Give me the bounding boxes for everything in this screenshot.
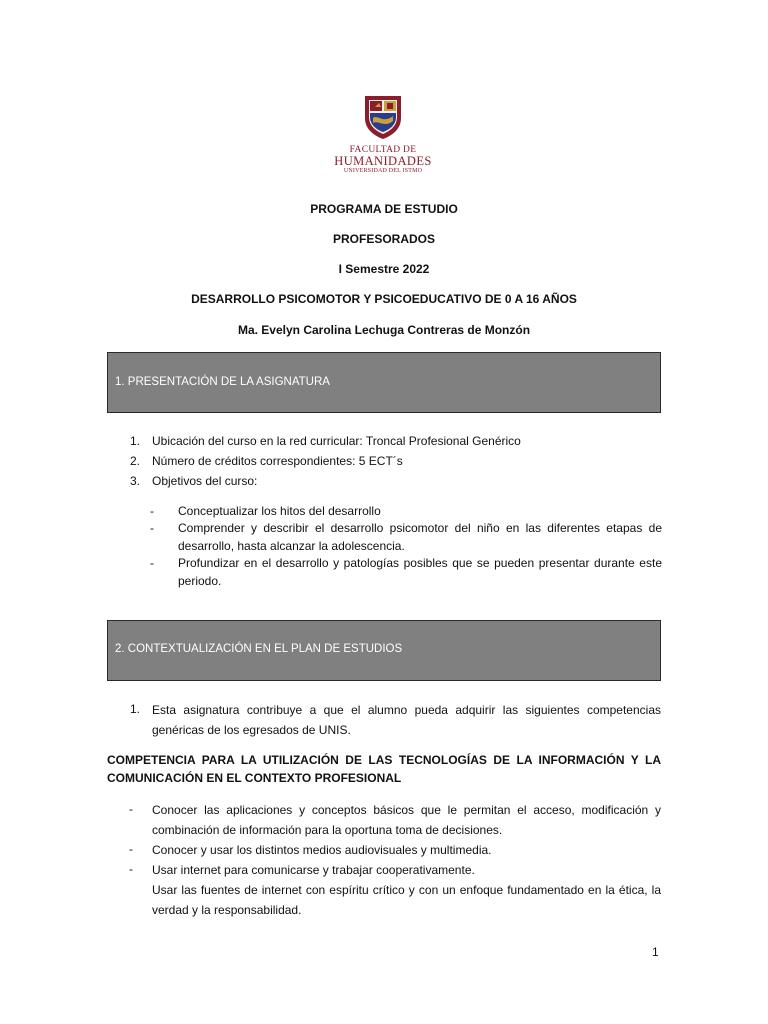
logo-line-1: FACULTAD DE <box>349 145 417 155</box>
competence-item <box>0 860 768 880</box>
competence-text: Conocer las aplicaciones y conceptos básicos que le permitan el acceso, modificación y combinación de información para la oportuna toma de decisiones. <box>152 803 661 837</box>
item-text: Número de créditos correspondientes: 5 ECT´s <box>152 454 403 468</box>
bullet-dash: - <box>150 521 154 535</box>
objective-text: Comprender y describir el desarrollo psicomotor del niño en las diferentes etapas de desarrollo, hasta alcanzar la adolescencia. <box>178 521 662 553</box>
competence-text: Conocer y usar los distintos medios audiovisuales y multimedia. <box>152 843 492 857</box>
bullet-dash: - <box>129 842 133 856</box>
list-item <box>0 452 768 470</box>
logo-line-3: UNIVERSIDAD DEL ISTMO <box>343 168 423 174</box>
page-number: 1 <box>652 945 659 959</box>
program-title: PROGRAMA DE ESTUDIO <box>310 202 458 216</box>
section-2-title: 2. CONTEXTUALIZACIÓN EN EL PLAN DE ESTUDIOS <box>115 643 403 655</box>
item-number: 3. <box>130 474 141 488</box>
objective-item <box>0 502 768 520</box>
section-2-header <box>107 620 661 681</box>
university-shield-icon <box>363 94 403 140</box>
semester-title: I Semestre 2022 <box>338 262 430 276</box>
item-number: 1. <box>130 702 141 716</box>
competence-title: COMPETENCIA PARA LA UTILIZACIÓN DE LAS TECNOLOGÍAS DE LA INFORMACIÓN Y LA COMUNICACIÓN EN EL CONTEXTO PROFESIONAL <box>107 753 661 785</box>
competence-item <box>0 800 768 840</box>
course-title: DESARROLLO PSICOMOTOR Y PSICOEDUCATIVO DE 0 A 16 AÑOS <box>191 292 577 306</box>
competence-text: Usar internet para comunicarse y trabajar cooperativamente. <box>152 863 475 877</box>
objective-text: Profundizar en el desarrollo y patologías posibles que se pueden presentar durante este periodo. <box>178 556 662 588</box>
item-number: 1. <box>130 434 141 448</box>
objective-text: Conceptualizar los hitos del desarrollo <box>178 504 381 518</box>
item-text: Esta asignatura contribuye a que el alumno pueda adquirir las siguientes competencias genéricas de los egresados de UNIS. <box>152 703 661 737</box>
bullet-dash: - <box>150 556 154 570</box>
teacher-name: Ma. Evelyn Carolina Lechuga Contreras de Monzón <box>237 323 531 337</box>
objective-item <box>0 554 768 590</box>
item-text: Ubicación del curso en la red curricular: Troncal Profesional Genérico <box>152 434 521 448</box>
bullet-dash: - <box>129 862 133 876</box>
competence-extra-text: Usar las fuentes de internet con espíritu crítico y con un enfoque fundamentado en la ética, la verdad y la responsabilidad. <box>152 883 661 917</box>
list-item <box>0 700 768 740</box>
competence-item <box>0 840 768 860</box>
logo-line-2: HUMANIDADES <box>334 154 432 168</box>
bullet-dash: - <box>129 802 133 816</box>
bullet-dash: - <box>150 504 154 518</box>
item-number: 2. <box>130 454 141 468</box>
profesorados-title: PROFESORADOS <box>332 232 435 246</box>
list-item <box>0 472 768 490</box>
objective-item <box>0 519 768 555</box>
section-1-title: 1. PRESENTACIÓN DE LA ASIGNATURA <box>115 376 330 388</box>
item-text: Objetivos del curso: <box>152 474 258 488</box>
faculty-logo <box>333 94 433 175</box>
section-1-header <box>107 352 661 413</box>
list-item <box>0 432 768 450</box>
